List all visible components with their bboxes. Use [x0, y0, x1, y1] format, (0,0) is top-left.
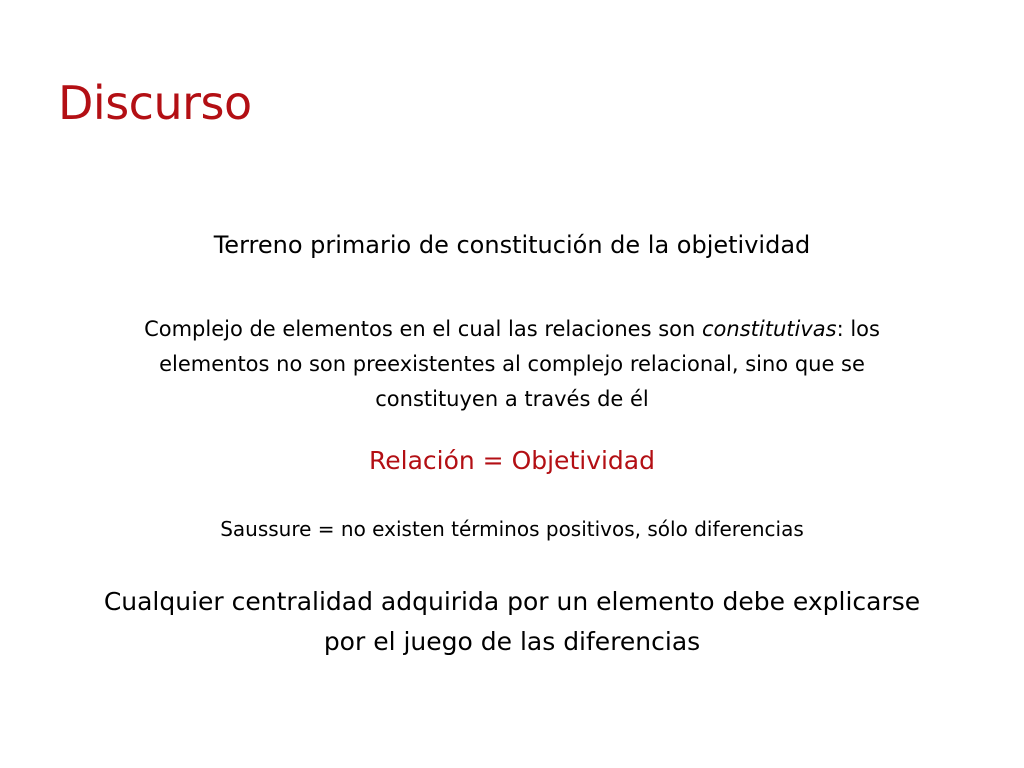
cualquier-paragraph: Cualquier centralidad adquirida por un elemento debe explicarse por el juego de las diferencias — [103, 587, 921, 656]
heading-line: Terreno primario de constitución de la objetividad — [213, 231, 811, 259]
complejo-emphasis: constitutivas — [702, 317, 837, 341]
slide-title: Discurso — [58, 76, 252, 130]
complejo-text-before: Complejo de elementos en el cual las relaciones son — [144, 317, 702, 341]
complejo-paragraph — [96, 312, 928, 417]
relacion-line: Relación = Objetividad — [369, 446, 655, 475]
saussure-line: Saussure = no existen términos positivos, sólo diferencias — [220, 517, 804, 541]
complejo-text-after: : los elementos no son preexistentes al complejo relacional, sino que se constituyen a través de él — [159, 317, 880, 411]
